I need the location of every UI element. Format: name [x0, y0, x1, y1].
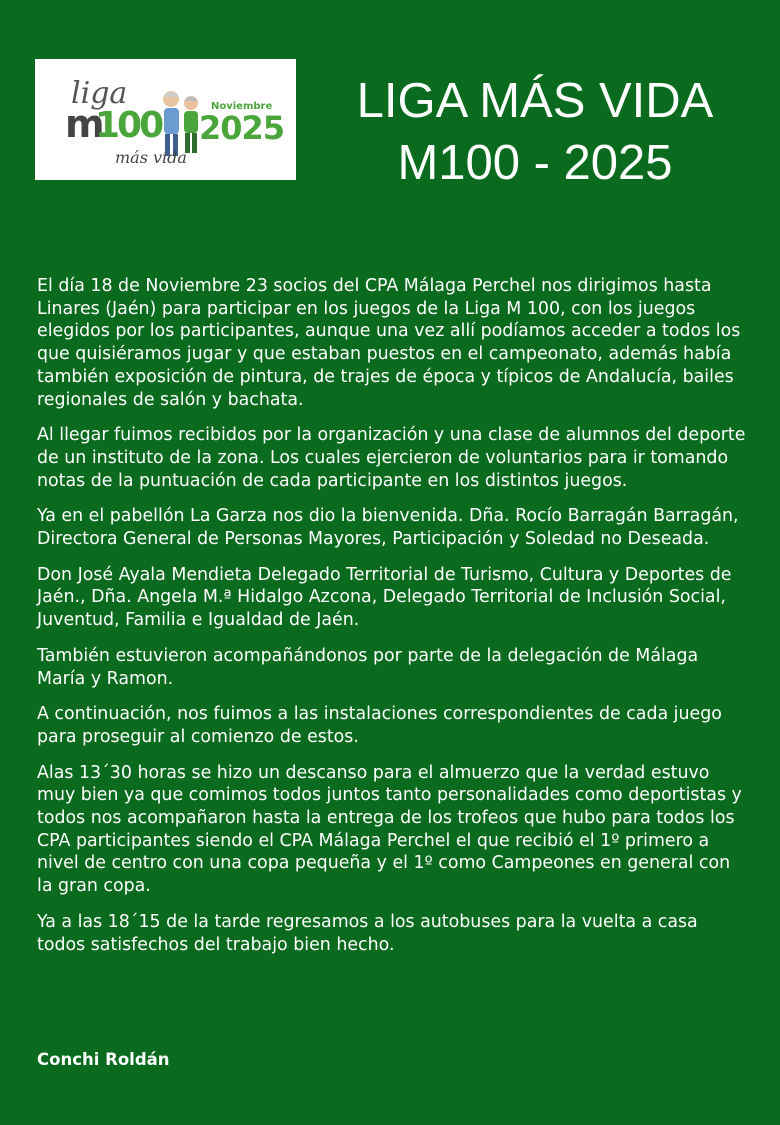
author-signature: Conchi Roldán [37, 1050, 170, 1069]
liga-m100-logo [35, 59, 296, 180]
page-title [320, 70, 750, 194]
paragraph: Alas 13´30 horas se hizo un descanso para el almuerzo que la verdad estuvo muy bien ya que comimos todos juntos tanto personalidades como deportistas y todos nos acompañaron hasta la entrega de los trofeos que hubo para todos los CPA participantes siendo el CPA Málaga Perchel el que recibió el 1º primero a nivel de centro con una copa pequeña y el 1º como Campeones en general con la gran copa. [37, 762, 742, 897]
paragraph: A continuación, nos fuimos a las instalaciones correspondientes de cada juego para proseguir al comienzo de estos. [37, 704, 722, 747]
logo-100-text: 100 [95, 105, 162, 146]
paragraph: Don José Ayala Mendieta Delegado Territorial de Turismo, Cultura y Deportes de Jaén., Dña. Angela M.ª Hidalgo Azcona, Delegado Territorial de Inclusión Social, Juventud, Familia e Igualdad de Jaén. [37, 564, 732, 631]
article-body [37, 275, 749, 969]
title-line-2: M100 - 2025 [397, 136, 673, 190]
paragraph: También estuvieron acompañándonos por parte de la delegación de Málaga María y Ramon. [37, 645, 699, 689]
title-line-1: LIGA MÁS VIDA [356, 74, 714, 128]
couple-illustration-icon [163, 91, 198, 156]
logo-m-text: m [65, 102, 105, 146]
logo-liga-text: liga [71, 76, 128, 111]
paragraph: Ya a las 18´15 de la tarde regresamos a los autobuses para la vuelta a casa todos satisfechos del trabajo bien hecho. [37, 911, 698, 955]
logo-year-text: 2025 [199, 109, 285, 147]
logo-month-text: Noviembre [211, 101, 273, 112]
paragraph: El día 18 de Noviembre 23 socios del CPA Málaga Perchel nos dirigimos hasta Linares (Jaén) para participar en los juegos de la Liga M 100, con los juegos elegidos por los participantes, aunque una vez allí podíamos acceder a todos los que quisiéramos jugar y que estaban puestos en el campeonato, además había también exposición de pintura, de trajes de época y típicos de Andalucía, bailes regionales de salón y bachata. [37, 276, 741, 410]
logo-tagline-text: más vida [115, 148, 187, 167]
paragraph: Al llegar fuimos recibidos por la organización y una clase de alumnos del deporte de un instituto de la zona. Los cuales ejercieron de voluntarios para ir tomando notas de la puntuación de cada participante en los distintos juegos. [37, 425, 746, 491]
paragraph: Ya en el pabellón La Garza nos dio la bienvenida. Dña. Rocío Barragán Barragán, Directora General de Personas Mayores, Participación y Soledad no Deseada. [37, 506, 739, 550]
